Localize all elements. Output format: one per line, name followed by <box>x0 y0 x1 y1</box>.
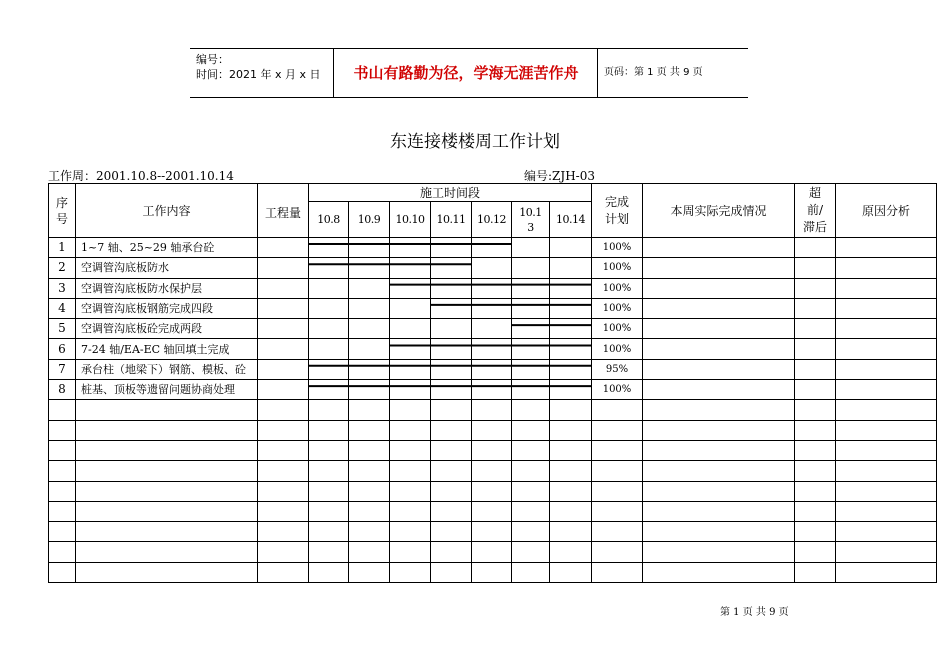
task-content: 承台柱（地梁下）钢筋、模板、砼 <box>76 359 258 379</box>
table-cell <box>795 238 836 258</box>
table-cell <box>258 400 309 420</box>
table-cell <box>472 522 512 542</box>
table-cell <box>836 319 937 339</box>
table-cell <box>431 339 472 359</box>
header-seq-label: 序号 <box>55 195 68 226</box>
table-cell <box>550 339 592 359</box>
table-cell <box>349 461 390 481</box>
table-cell <box>512 238 550 258</box>
task-row <box>49 380 937 400</box>
table-cell <box>258 562 309 582</box>
table-cell <box>592 420 643 440</box>
task-number: 6 <box>49 339 76 359</box>
task-content: 1~7 轴、25~29 轴承台砼 <box>76 238 258 258</box>
table-cell <box>309 380 349 400</box>
table-cell <box>836 258 937 278</box>
table-cell <box>309 359 349 379</box>
task-number: 4 <box>49 298 76 318</box>
table-cell <box>431 258 472 278</box>
table-cell <box>309 501 349 521</box>
table-cell <box>472 238 512 258</box>
table-cell <box>643 238 795 258</box>
table-cell <box>390 542 431 562</box>
task-row <box>49 278 937 298</box>
table-cell <box>258 420 309 440</box>
table-cell <box>431 440 472 460</box>
table-cell <box>836 278 937 298</box>
task-content: 空调管沟底板防水 <box>76 258 258 278</box>
table-cell <box>795 319 836 339</box>
table-cell <box>512 481 550 501</box>
table-cell <box>309 440 349 460</box>
table-cell <box>258 481 309 501</box>
table-cell <box>390 522 431 542</box>
table-cell <box>643 319 795 339</box>
table-cell <box>76 440 258 460</box>
task-number: 8 <box>49 380 76 400</box>
table-cell <box>390 339 431 359</box>
work-plan-table <box>48 183 937 583</box>
table-cell <box>550 501 592 521</box>
date-header-2: 10.10 <box>390 202 431 238</box>
header-period: 施工时间段 <box>309 184 592 202</box>
empty-row <box>49 542 937 562</box>
table-cell <box>390 258 431 278</box>
table-cell <box>512 359 550 379</box>
table-cell <box>550 258 592 278</box>
table-cell <box>76 562 258 582</box>
table-cell <box>592 440 643 460</box>
table-cell <box>390 278 431 298</box>
table-cell <box>390 501 431 521</box>
table-cell <box>431 238 472 258</box>
header-meta <box>196 52 321 82</box>
table-cell <box>349 238 390 258</box>
table-cell <box>795 339 836 359</box>
header-content: 工作内容 <box>76 184 258 238</box>
table-cell <box>431 298 472 318</box>
table-cell <box>76 481 258 501</box>
table-cell <box>309 278 349 298</box>
table-cell <box>349 278 390 298</box>
header-divider <box>597 49 598 97</box>
table-cell <box>795 542 836 562</box>
header-plan-label: 完成计划 <box>604 194 629 226</box>
table-cell <box>309 522 349 542</box>
document-title: 东连接楼楼周工作计划 <box>390 132 560 152</box>
table-cell <box>309 420 349 440</box>
task-plan-percent: 100% <box>592 319 643 339</box>
empty-row <box>49 522 937 542</box>
table-cell <box>76 461 258 481</box>
table-cell <box>472 298 512 318</box>
date-header-3: 10.11 <box>431 202 472 238</box>
table-cell <box>836 359 937 379</box>
task-row <box>49 238 937 258</box>
table-cell <box>795 501 836 521</box>
table-cell <box>349 359 390 379</box>
page-footer: 第 1 页 共 9 页 <box>720 607 789 618</box>
table-cell <box>643 380 795 400</box>
header-page-info: 页码：第 1 页 共 9 页 <box>604 67 703 78</box>
task-content: 7-24 轴/EA-EC 轴回填土完成 <box>76 339 258 359</box>
table-cell <box>390 481 431 501</box>
header-status <box>795 184 836 238</box>
table-cell <box>390 319 431 339</box>
table-cell <box>76 501 258 521</box>
table-cell <box>309 258 349 278</box>
date-header-4: 10.12 <box>472 202 512 238</box>
task-number: 5 <box>49 319 76 339</box>
table-cell <box>592 400 643 420</box>
table-cell <box>512 501 550 521</box>
table-cell <box>550 420 592 440</box>
table-cell <box>309 562 349 582</box>
table-cell <box>349 562 390 582</box>
table-cell <box>643 400 795 420</box>
task-number: 1 <box>49 238 76 258</box>
table-cell <box>49 542 76 562</box>
table-cell <box>258 258 309 278</box>
table-cell <box>643 461 795 481</box>
table-cell <box>349 339 390 359</box>
table-cell <box>512 461 550 481</box>
table-cell <box>390 298 431 318</box>
table-cell <box>643 440 795 460</box>
header-motto: 书山有路勤为径，学海无涯苦作舟 <box>353 64 579 82</box>
task-plan-percent: 100% <box>592 258 643 278</box>
table-cell <box>309 339 349 359</box>
table-cell <box>258 380 309 400</box>
table-cell <box>512 522 550 542</box>
table-cell <box>836 542 937 562</box>
table-cell <box>592 501 643 521</box>
table-cell <box>258 542 309 562</box>
table-cell <box>550 461 592 481</box>
table-cell <box>512 420 550 440</box>
table-cell <box>643 562 795 582</box>
header-time-label: 时间：2021 年 x 月 x 日 <box>196 68 321 81</box>
table-cell <box>431 278 472 298</box>
table-cell <box>795 380 836 400</box>
table-cell <box>431 501 472 521</box>
table-cell <box>795 461 836 481</box>
task-content: 桩基、顶板等遗留问题协商处理 <box>76 380 258 400</box>
table-cell <box>472 420 512 440</box>
table-cell <box>309 319 349 339</box>
table-cell <box>643 481 795 501</box>
table-cell <box>836 380 937 400</box>
table-cell <box>390 420 431 440</box>
table-cell <box>512 339 550 359</box>
table-cell <box>643 258 795 278</box>
table-cell <box>472 319 512 339</box>
table-cell <box>431 481 472 501</box>
table-cell <box>550 238 592 258</box>
task-plan-percent: 100% <box>592 380 643 400</box>
table-cell <box>512 319 550 339</box>
table-cell <box>49 522 76 542</box>
table-cell <box>592 522 643 542</box>
table-cell <box>836 440 937 460</box>
date-header-0: 10.8 <box>309 202 349 238</box>
table-cell <box>836 420 937 440</box>
table-cell <box>49 440 76 460</box>
table-cell <box>512 440 550 460</box>
table-cell <box>76 400 258 420</box>
table-cell <box>472 380 512 400</box>
table-cell <box>309 238 349 258</box>
table-cell <box>258 339 309 359</box>
table-cell <box>472 359 512 379</box>
table-cell <box>349 400 390 420</box>
table-cell <box>592 562 643 582</box>
table-cell <box>795 278 836 298</box>
table-cell <box>349 319 390 339</box>
header-number-label: 编号： <box>196 53 229 66</box>
table-cell <box>512 562 550 582</box>
table-cell <box>258 501 309 521</box>
table-cell <box>550 542 592 562</box>
table-cell <box>836 562 937 582</box>
table-cell <box>550 380 592 400</box>
table-cell <box>472 278 512 298</box>
empty-row <box>49 420 937 440</box>
empty-row <box>49 461 937 481</box>
table-cell <box>512 400 550 420</box>
table-cell <box>390 400 431 420</box>
table-cell <box>836 461 937 481</box>
table-cell <box>592 542 643 562</box>
task-plan-percent: 100% <box>592 298 643 318</box>
table-cell <box>472 440 512 460</box>
table-cell <box>512 298 550 318</box>
table-cell <box>49 481 76 501</box>
table-cell <box>836 339 937 359</box>
table-cell <box>592 461 643 481</box>
plan-code: 编号:ZJH-03 <box>524 169 595 183</box>
table-cell <box>643 278 795 298</box>
table-cell <box>258 298 309 318</box>
task-row <box>49 258 937 278</box>
task-content: 空调管沟底板钢筋完成四段 <box>76 298 258 318</box>
table-cell <box>550 522 592 542</box>
table-cell <box>258 461 309 481</box>
table-cell <box>349 420 390 440</box>
task-content: 空调管沟底板防水保护层 <box>76 278 258 298</box>
table-cell <box>76 420 258 440</box>
table-cell <box>550 400 592 420</box>
table-cell <box>390 359 431 379</box>
table-cell <box>550 298 592 318</box>
table-cell <box>550 278 592 298</box>
empty-row <box>49 562 937 582</box>
table-cell <box>795 481 836 501</box>
header-plan <box>592 184 643 238</box>
table-cell <box>258 359 309 379</box>
page-header <box>190 48 748 98</box>
table-cell <box>49 461 76 481</box>
table-cell <box>643 359 795 379</box>
header-seq <box>49 184 76 238</box>
task-row <box>49 339 937 359</box>
table-cell <box>349 258 390 278</box>
task-number: 2 <box>49 258 76 278</box>
work-week: 工作周：2001.10.8--2001.10.14 <box>48 169 234 183</box>
table-cell <box>49 562 76 582</box>
table-cell <box>592 481 643 501</box>
table-cell <box>550 359 592 379</box>
table-cell <box>431 359 472 379</box>
table-cell <box>431 461 472 481</box>
table-cell <box>431 562 472 582</box>
table-cell <box>643 542 795 562</box>
table-cell <box>431 319 472 339</box>
table-cell <box>258 440 309 460</box>
table-cell <box>349 298 390 318</box>
task-number: 7 <box>49 359 76 379</box>
table-cell <box>836 501 937 521</box>
table-cell <box>512 258 550 278</box>
table-cell <box>349 380 390 400</box>
empty-row <box>49 440 937 460</box>
task-content: 空调管沟底板砼完成两段 <box>76 319 258 339</box>
table-cell <box>431 420 472 440</box>
table-cell <box>836 400 937 420</box>
table-cell <box>836 481 937 501</box>
table-cell <box>512 278 550 298</box>
table-cell <box>643 501 795 521</box>
empty-row <box>49 501 937 521</box>
table-cell <box>795 440 836 460</box>
table-cell <box>643 522 795 542</box>
table-cell <box>550 481 592 501</box>
table-cell <box>431 522 472 542</box>
empty-row <box>49 400 937 420</box>
table-cell <box>258 278 309 298</box>
table-cell <box>349 522 390 542</box>
table-cell <box>390 440 431 460</box>
table-cell <box>390 562 431 582</box>
table-cell <box>309 481 349 501</box>
task-row <box>49 359 937 379</box>
table-cell <box>643 339 795 359</box>
table-cell <box>472 542 512 562</box>
table-cell <box>795 298 836 318</box>
task-number: 3 <box>49 278 76 298</box>
table-cell <box>309 400 349 420</box>
table-cell <box>550 440 592 460</box>
table-cell <box>309 542 349 562</box>
table-cell <box>795 400 836 420</box>
task-plan-percent: 100% <box>592 238 643 258</box>
table-cell <box>472 562 512 582</box>
table-cell <box>795 522 836 542</box>
table-cell <box>49 501 76 521</box>
table-cell <box>795 359 836 379</box>
table-cell <box>431 542 472 562</box>
table-cell <box>472 481 512 501</box>
task-plan-percent: 100% <box>592 278 643 298</box>
table-cell <box>472 501 512 521</box>
table-cell <box>472 400 512 420</box>
table-cell <box>472 461 512 481</box>
table-cell <box>349 440 390 460</box>
task-plan-percent: 95% <box>592 359 643 379</box>
date-header-5: 10.13 <box>512 202 550 238</box>
header-status-label: 超前/滞后 <box>802 186 827 234</box>
table-cell <box>836 298 937 318</box>
table-cell <box>390 461 431 481</box>
table-cell <box>472 258 512 278</box>
task-row <box>49 298 937 318</box>
table-cell <box>795 562 836 582</box>
table-cell <box>76 542 258 562</box>
header-quantity: 工程量 <box>258 184 309 238</box>
table-cell <box>349 501 390 521</box>
task-plan-percent: 100% <box>592 339 643 359</box>
table-cell <box>512 542 550 562</box>
table-cell <box>795 258 836 278</box>
table-cell <box>349 481 390 501</box>
table-cell <box>49 400 76 420</box>
table-cell <box>390 238 431 258</box>
table-cell <box>795 420 836 440</box>
table-cell <box>258 238 309 258</box>
table-cell <box>309 461 349 481</box>
table-cell <box>431 380 472 400</box>
table-cell <box>390 380 431 400</box>
table-cell <box>836 238 937 258</box>
table-cell <box>836 522 937 542</box>
table-cell <box>472 339 512 359</box>
table-cell <box>431 400 472 420</box>
table-cell <box>258 319 309 339</box>
header-actual: 本周实际完成情况 <box>643 184 795 238</box>
table-cell <box>49 420 76 440</box>
table-cell <box>76 522 258 542</box>
table-cell <box>643 420 795 440</box>
table-cell <box>643 298 795 318</box>
date-header-1: 10.9 <box>349 202 390 238</box>
date-header-6: 10.14 <box>550 202 592 238</box>
table-header-row <box>49 184 937 202</box>
task-row <box>49 319 937 339</box>
table-cell <box>309 298 349 318</box>
table-cell <box>349 542 390 562</box>
empty-row <box>49 481 937 501</box>
header-reason: 原因分析 <box>836 184 937 238</box>
table-cell <box>512 380 550 400</box>
table-cell <box>550 562 592 582</box>
table-cell <box>258 522 309 542</box>
table-cell <box>550 319 592 339</box>
